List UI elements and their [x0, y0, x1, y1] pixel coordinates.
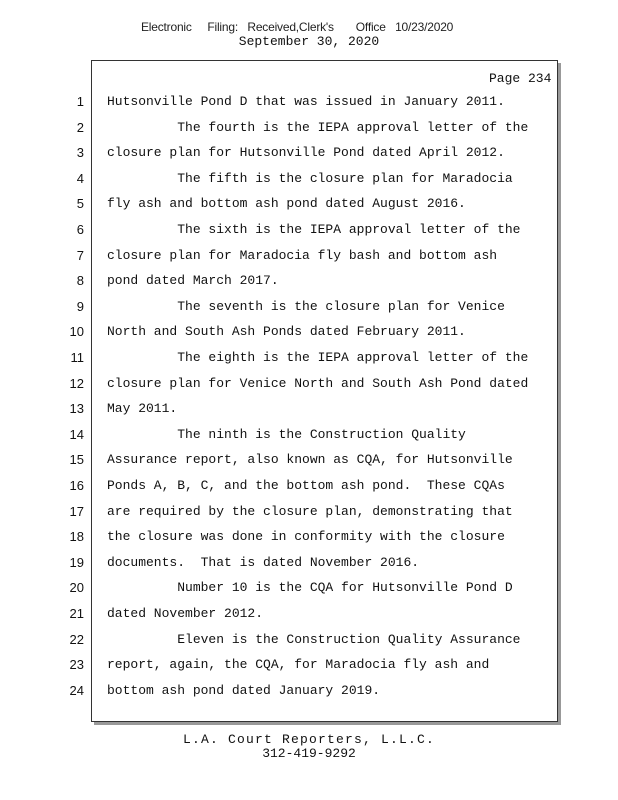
line-number: 20: [69, 580, 84, 596]
line-number: 24: [69, 682, 84, 698]
line-text: The ninth is the Construction Quality: [107, 426, 466, 442]
transcript-line: [0, 504, 618, 530]
line-text: The fifth is the closure plan for Maradocia: [107, 170, 513, 186]
line-number: 8: [76, 273, 84, 289]
line-number: 13: [69, 401, 84, 417]
transcript-line: [0, 683, 618, 709]
line-number: 2: [76, 119, 84, 135]
line-text: The seventh is the closure plan for Venice: [107, 298, 505, 314]
transcript-line: [0, 273, 618, 299]
line-number: 18: [69, 529, 84, 545]
transcript-line: [0, 452, 618, 478]
line-number: 7: [76, 247, 84, 263]
line-number: 23: [69, 657, 84, 673]
transcript-line: [0, 299, 618, 325]
transcript-line: [0, 657, 618, 683]
transcript-line: [0, 171, 618, 197]
transcript-line: [0, 632, 618, 658]
line-number: 16: [69, 478, 84, 493]
transcript-line: [0, 145, 618, 171]
line-text: report, again, the CQA, for Maradocia fly ash and: [107, 657, 490, 673]
court-reporter-phone: 312-419-9292: [262, 746, 356, 761]
line-number: 15: [69, 452, 84, 468]
transcript-line: [0, 401, 618, 427]
line-number: 10: [69, 324, 84, 340]
electronic-filing-stamp: Electronic Filing: Received,Clerk's Office 10/23/2020: [141, 20, 454, 34]
line-number: 4: [76, 170, 84, 186]
transcript-line: [0, 376, 618, 402]
line-number: 6: [76, 222, 84, 237]
line-number: 3: [76, 145, 84, 161]
transcript-line: [0, 350, 618, 376]
line-text: The eighth is the IEPA approval letter of the: [107, 350, 529, 365]
line-text: closure plan for Hutsonville Pond dated April 2012.: [107, 145, 505, 161]
line-text: Ponds A, B, C, and the bottom ash pond. These CQAs: [107, 478, 505, 493]
line-number: 14: [69, 426, 84, 442]
line-number: 5: [76, 196, 84, 212]
line-number: 22: [69, 631, 84, 647]
transcript-line: [0, 248, 618, 274]
transcript-line: [0, 478, 618, 504]
transcript-line: [0, 222, 618, 248]
transcript-line: [0, 120, 618, 146]
line-text: bottom ash pond dated January 2019.: [107, 682, 381, 698]
line-text: Eleven is the Construction Quality Assurance: [107, 631, 521, 647]
hearing-date: September 30, 2020: [238, 34, 380, 49]
line-text: North and South Ash Ponds dated February 2011.: [107, 324, 466, 340]
transcript-line: [0, 196, 618, 222]
line-text: are required by the closure plan, demonstrating that: [107, 503, 513, 519]
line-number: 19: [69, 554, 84, 570]
line-text: The fourth is the IEPA approval letter of the: [107, 119, 529, 135]
line-text: fly ash and bottom ash pond dated August 2016.: [107, 196, 466, 212]
line-text: closure plan for Venice North and South Ash Pond dated: [107, 375, 529, 391]
transcript-line: [0, 324, 618, 350]
line-number: 11: [70, 350, 84, 365]
line-text: Assurance report, also known as CQA, for Hutsonville: [107, 452, 513, 468]
line-text: dated November 2012.: [107, 606, 264, 621]
line-number: 21: [69, 606, 84, 621]
line-text: pond dated March 2017.: [107, 273, 279, 289]
page-number: Page 234: [489, 71, 552, 86]
transcript-line: [0, 529, 618, 555]
line-number: 9: [76, 298, 84, 314]
court-reporter-name: L.A. Court Reporters, L.L.C.: [182, 732, 436, 747]
line-text: Number 10 is the CQA for Hutsonville Pond D: [107, 580, 513, 596]
transcript-line: [0, 427, 618, 453]
line-text: the closure was done in conformity with the closure: [107, 529, 505, 545]
line-text: The sixth is the IEPA approval letter of the: [107, 222, 521, 237]
line-number: 17: [69, 503, 84, 519]
line-text: documents. That is dated November 2016.: [107, 554, 420, 570]
transcript-line: [0, 555, 618, 581]
line-number: 12: [69, 375, 84, 391]
line-text: Hutsonville Pond D that was issued in January 2011.: [107, 94, 505, 109]
line-text: May 2011.: [107, 401, 178, 417]
line-number: 1: [76, 94, 84, 109]
transcript-line: [0, 94, 618, 120]
transcript-line: [0, 580, 618, 606]
transcript-line: [0, 606, 618, 632]
line-text: closure plan for Maradocia fly bash and bottom ash: [107, 247, 498, 263]
